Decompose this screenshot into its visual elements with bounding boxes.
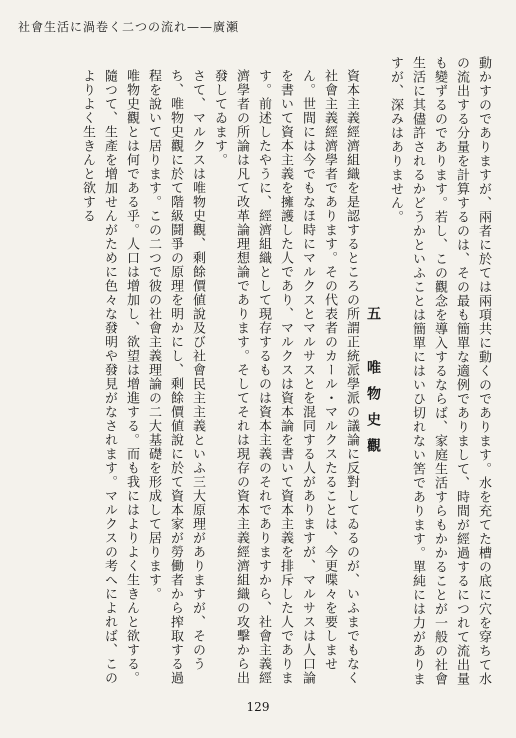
- paragraph-1: 動かすのでありますが、兩者に於ては兩項共に動くのであります。水を充てた槽の底に穴を穿ちて水の流出する分量を計算するのは、その最も簡單な適例でありまして、時間が經過するにつれて流出量も變ずるのであります。若し、この觀念を導入するならば、家庭生活すらもかかることが一般の社會生活に其儘許されるかどうかといふことは簡單にはいひ切れない筈であります。單純には力がありますが、深みはありません。: [388, 56, 491, 686]
- paragraph-3: さて、マルクスは唯物史觀、剩餘價値說及び社會民主主義といふ三大原理がありますが、そのうち、唯物史觀に於て階級鬪爭の原理を明かにし、剩餘價値說に於て資本家が勞働者から搾取する過程を說いて居ります。この二つで彼の社會主義理論の二大基礎を形成して居ります。: [146, 69, 205, 685]
- paragraph-2: 資本主義經濟組織を是認するところの所謂正統派學派の議論に反對してゐるのが、いふまでもなく社會主義經濟學者であります。その代表者のカール・マルクスたることは、今更喋々を要しません。世間には今でもなほ時にマルクスとマルサスとを混同する人がありますが、マルサスは人口論を書いて資本主義を擁護した人であり、マルクスは資本論を書いて資本主義を排斥した人であります。前述したやうに、經濟組織として現存するものは資本主義のそれでありますから、社會主義經濟學者の所論は凡て改革論理想論であります。そしてそれは現存の資本主義經濟組織の攻擊から出發してゐます。: [212, 69, 359, 685]
- paragraph-4: 唯物史觀とは何である乎。人口は增加し、欲望は增進する。而も我にはよりよく生きんと欲する。隨つて、生產を增加せんがために色々な發明や發見がなされます。マルクスの考へによれば、このよりよく生きんと欲する: [80, 69, 139, 685]
- vertical-text-block: [24, 56, 494, 688]
- page-number: 129: [246, 700, 270, 714]
- running-header: 社會生活に渦卷く二つの流れ——廣瀬: [18, 20, 240, 34]
- section-title: 五 唯物史觀: [365, 306, 381, 464]
